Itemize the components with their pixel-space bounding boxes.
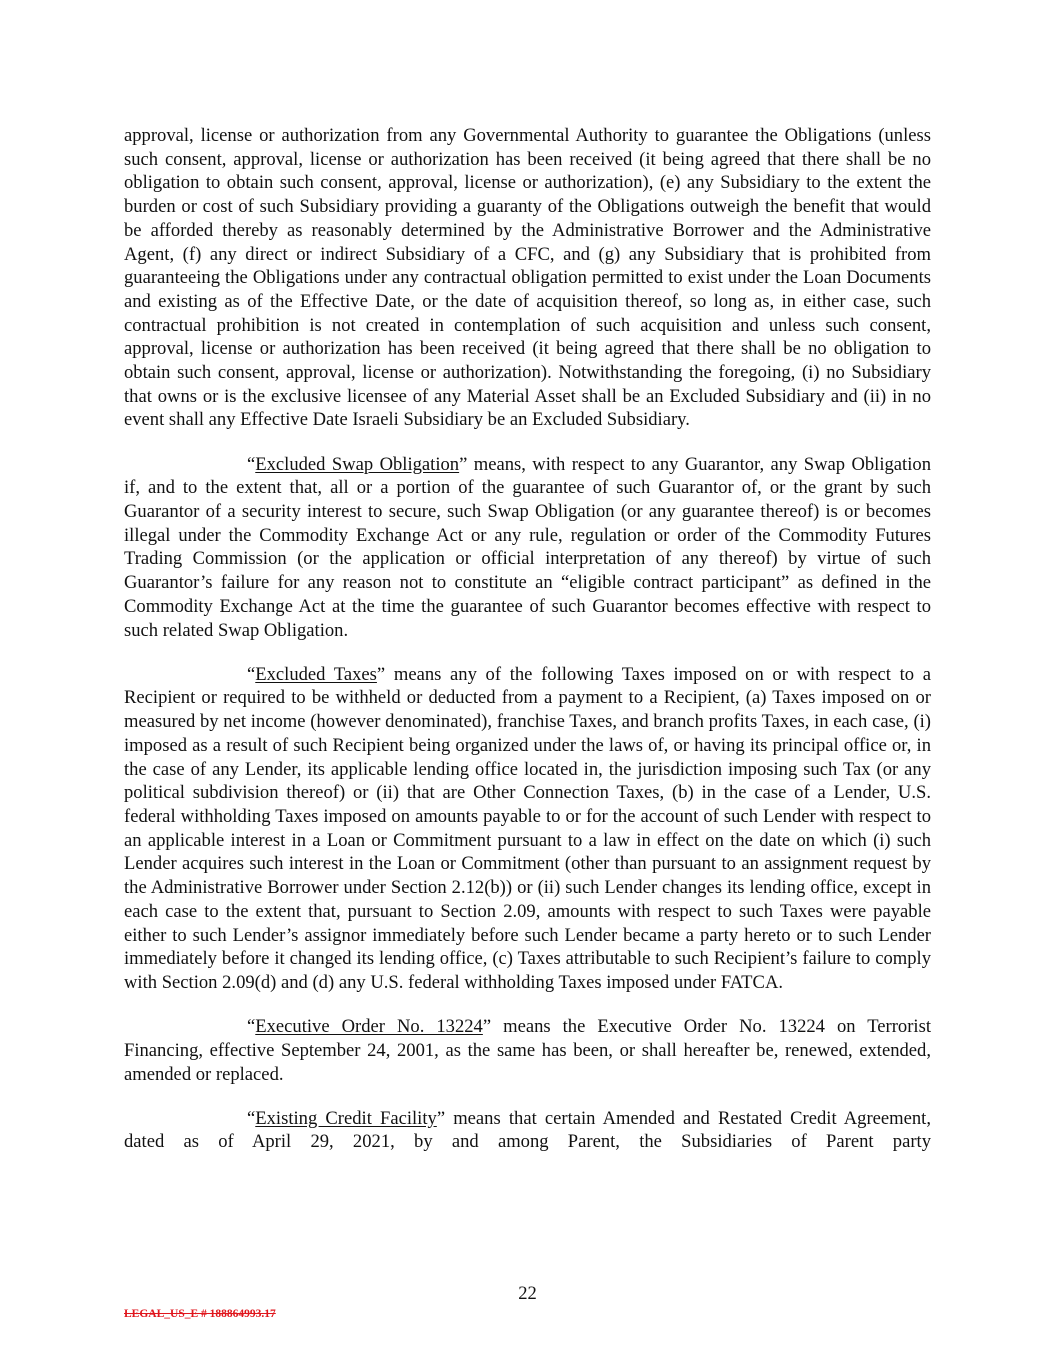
defined-term: Excluded Swap Obligation bbox=[255, 453, 460, 475]
page-number: 22 bbox=[518, 1283, 537, 1304]
document-page-body bbox=[124, 124, 931, 1175]
definition-executive-order-13224 bbox=[124, 1015, 931, 1086]
document-id-footer: LEGAL_US_E # 188864993.17 bbox=[124, 1308, 276, 1320]
open-quote: “ bbox=[247, 453, 256, 475]
definition-excluded-swap-obligation bbox=[124, 453, 931, 643]
close-quote: ” bbox=[376, 663, 386, 685]
close-quote: ” bbox=[459, 453, 468, 475]
definition-text: means any of the following Taxes imposed on or with respect to a Recipient or required to be withheld or deducted from a payment to a Recipient, (a) Taxes imposed on or measured by net income (however denominated), franchise Taxes, and branch profits Taxes, in each case, (i) imposed as a result of such Recipient being organized under the laws of, or having its principal office or, in the case of any Lender, its applicable lending office located in, the jurisdiction imposing such Tax (or any political subdivision thereof) or (ii) that are Other Connection Taxes, (b) in the case of a Lender, U.S. federal withholding Taxes imposed on amounts payable to or for the account of such Lender with respect to an applicable interest in a Loan or Commitment pursuant to a law in effect on the date on which (i) such Lender acquires such interest in the Loan or Commitment (other than pursuant to an assignment request by the Administrative Borrower under Section 2.12(b)) or (ii) such Lender changes its lending office, except in each case to the extent that, pursuant to Section 2.09, amounts with respect to such Taxes were payable either to such Lender’s assignor immediately before such Lender became a party hereto or to such Lender immediately before it changed its lending office, (c) Taxes attributable to such Recipient’s failure to comply with Section 2.09(d) and (d) any U.S. federal withholding Taxes imposed under FATCA. bbox=[124, 663, 931, 993]
definition-text: means, with respect to any Guarantor, any Swap Obligation if, and to the extent that, all or a portion of the guarantee of such Guarantor of, or the grant by such Guarantor of a security interest to secure, such Swap Obligation (or any guarantee thereof) is or becomes illegal under the Commodity Exchange Act or any rule, regulation or order of the Commodity Futures Trading Commission (or the application or official interpretation of any thereof) by virtue of such Guarantor’s failure for any reason not to constitute an “eligible contract participant” as defined in the Commodity Exchange Act at the time the guarantee of such Guarantor becomes effective with respect to such related Swap Obligation. bbox=[124, 453, 931, 641]
open-quote: “ bbox=[247, 1107, 256, 1129]
defined-term: Existing Credit Facility bbox=[255, 1107, 437, 1129]
definition-text: means the Executive Order No. 13224 on Terrorist Financing, effective September 24, 2001, as the same has been, or shall hereafter be, renewed, extended, amended or replaced. bbox=[124, 1016, 931, 1085]
open-quote: “ bbox=[247, 663, 256, 685]
close-quote: ” bbox=[436, 1107, 446, 1129]
paragraph-text: approval, license or authorization from any Governmental Authority to guarantee the Obligations (unless such consent, approval, license or authorization has been received (it being agreed that there shall be no obligation to obtain such consent, approval, license or authorization), (e) any Subsidiary to the extent the burden or cost of such Subsidiary providing a guaranty of the Obligations outweigh the benefit that would be afforded thereby as reasonably determined by the Administrative Borrower and the Administrative Agent, (f) any direct or indirect Subsidiary of a CFC, and (g) any Subsidiary that is prohibited from guaranteeing the Obligations under any contractual obligation permitted to exist under the Loan Documents and existing as of the Effective Date, or the date of acquisition thereof, so long as, in either case, such contractual prohibition is not created in contemplation of such acquisition and unless such consent, approval, license or authorization has been received (it being agreed that there shall be no obligation to obtain such consent, approval, license or authorization). Notwithstanding the foregoing, (i) no Subsidiary that owns or is the exclusive licensee of any Material Asset shall be an Excluded Subsidiary and (ii) in no event shall any Effective Date Israeli Subsidiary be an Excluded Subsidiary. bbox=[124, 125, 931, 431]
defined-term: Executive Order No. 13224 bbox=[255, 1016, 483, 1038]
close-quote: ” bbox=[482, 1016, 492, 1038]
definition-text: means that certain Amended and Restated Credit Agreement, dated as of April 29, 2021, by and among Parent, the Subsidiaries of Parent party bbox=[124, 1107, 931, 1153]
paragraph-excluded-subsidiary-continuation bbox=[124, 124, 931, 432]
defined-term: Excluded Taxes bbox=[255, 663, 377, 685]
definition-existing-credit-facility bbox=[124, 1107, 931, 1154]
open-quote: “ bbox=[247, 1016, 256, 1038]
definition-excluded-taxes bbox=[124, 663, 931, 995]
